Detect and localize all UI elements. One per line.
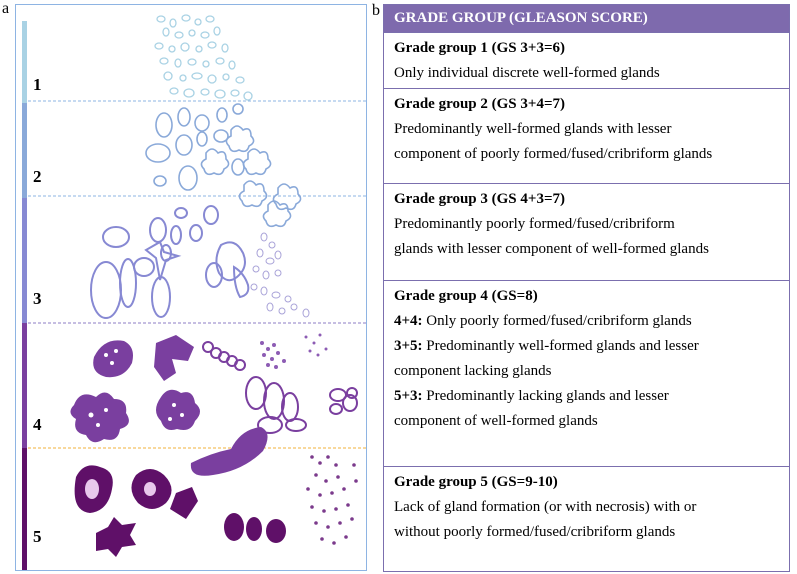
grade1-glands [155,15,252,100]
item-key-3-5: 3+5: [394,338,423,354]
grade-group-2-title: Grade group 2 (GS 3+4=7) [394,96,565,112]
grade-group-4-row [384,280,789,466]
grade5-glands [75,465,286,557]
grade2-glands [146,104,301,226]
grade-group-4-item-3 [394,384,779,409]
grade-group-2-text-line-1: Predominantly well-formed glands with lesser [394,121,672,137]
grade-group-4-title: Grade group 4 (GS=8) [394,288,538,304]
grade-group-3-title: Grade group 3 (GS 4+3=7) [394,191,565,207]
panel-label-b: b [372,2,380,19]
grade3-glands [91,206,248,318]
grade-bar-4 [22,323,27,448]
grade-group-1-text: Only individual discrete well-formed glands [394,65,660,81]
grade3-small-glands [251,233,309,317]
grade-group-4-item-2 [394,334,779,359]
grade-label-4: 4 [33,415,42,434]
grade-label-1: 1 [33,75,42,94]
gland-drawing [16,5,368,572]
grade-bar-3 [22,198,27,323]
grade-label-2: 2 [33,167,42,186]
grade4-chains [203,342,357,433]
grade-group-5-row [384,466,789,570]
panel-label-a: a [2,0,10,17]
item-text-3-5-line-1: Predominantly well-formed glands and lesser [426,338,699,354]
grade-bar-5 [22,448,27,570]
grade-group-2-text-line-2: component of poorly formed/fused/cribriform glands [394,146,713,162]
item-text-5-3-line-1: Predominantly lacking glands and lesser [426,388,669,404]
grade-label-5: 5 [33,527,42,546]
grade-group-3-text-line-1: Predominantly poorly formed/fused/cribriform [394,216,675,232]
item-key-5-3: 5+3: [394,388,423,404]
grade-bar-1 [22,21,27,103]
item-text-3-5-line-2: component lacking glands [394,363,552,379]
item-text-4-4: Only poorly formed/fused/cribriform glands [426,313,692,329]
item-text-5-3-line-2: component of well-formed glands [394,413,598,429]
grade5-single-cells [306,455,358,545]
grade-group-5-title: Grade group 5 (GS=9-10) [394,474,558,490]
grade-group-3-row [384,183,789,280]
grade-group-1-row [384,32,789,88]
grade-group-3-text-line-2: glands with lesser component of well-formed glands [394,241,709,257]
grade-group-2-row [384,88,789,183]
grade4-glands [70,335,267,476]
table-header: GRADE GROUP (GLEASON SCORE) [384,5,789,32]
grade-group-4-item-1 [394,309,779,334]
grade-group-1-title: Grade group 1 (GS 3+3=6) [394,40,565,56]
grade-group-table [383,4,790,572]
item-key-4-4: 4+4: [394,313,423,329]
gland-diagram [15,4,367,571]
grade-bar-2 [22,103,27,198]
grade-group-5-text-line-2: without poorly formed/fused/cribriform glands [394,524,676,540]
grade4-dots [260,334,328,370]
grade-group-5-text-line-1: Lack of gland formation (or with necrosis) with or [394,499,697,515]
grade-label-3: 3 [33,289,42,308]
